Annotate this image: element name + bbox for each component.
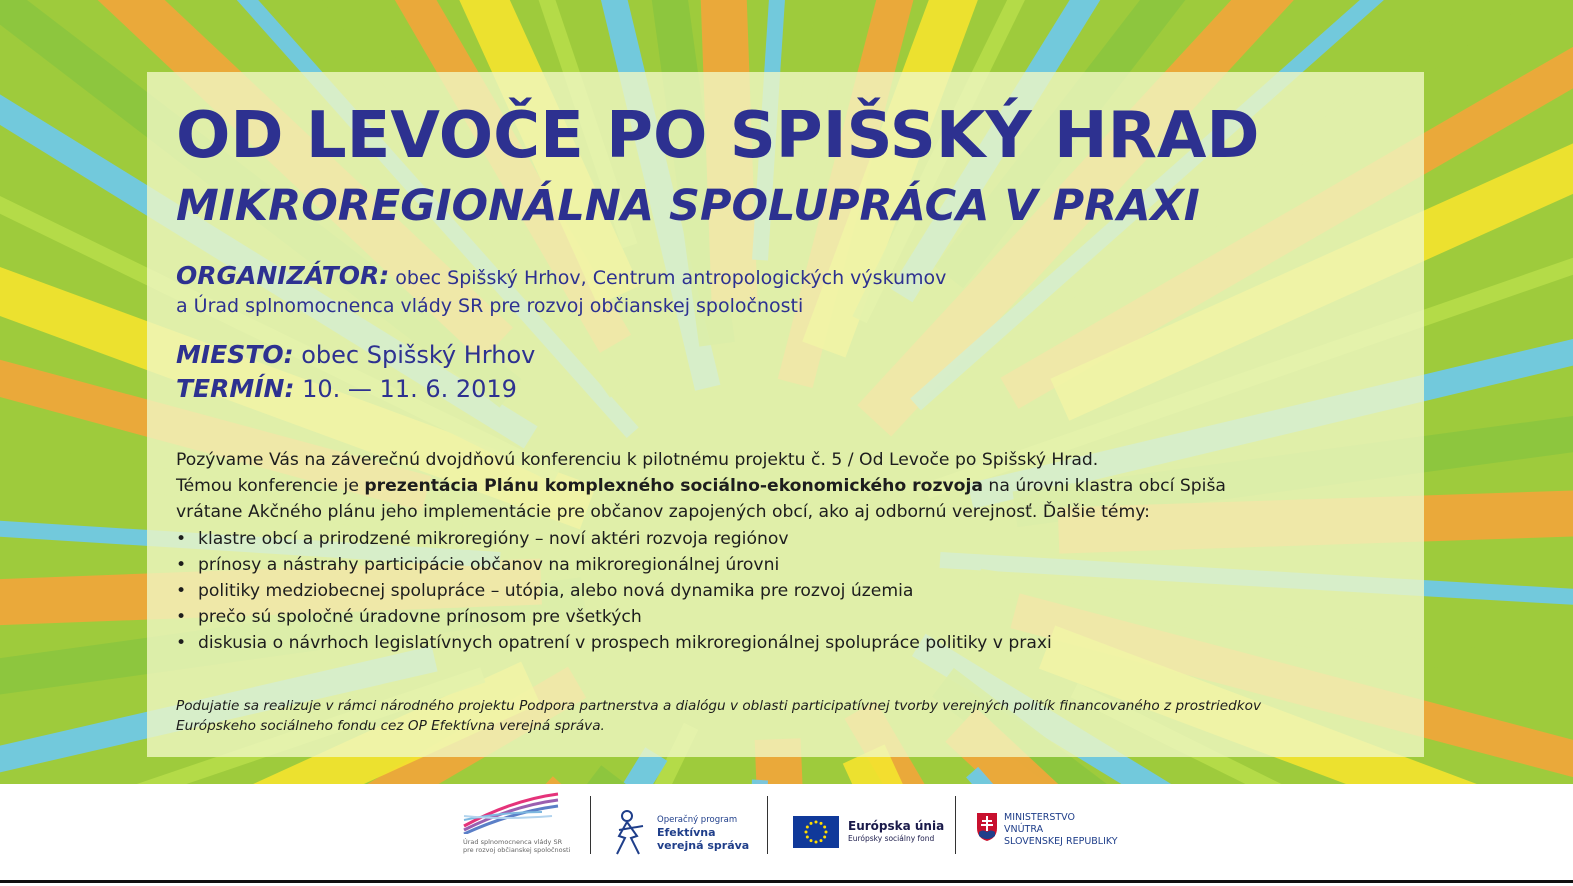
topic-item: • prínosy a nástrahy participácie občanov na mikroregionálnej úrovni	[176, 552, 1406, 578]
ministry-line-2: VNÚTRA	[1004, 824, 1044, 835]
bottom-rule	[0, 880, 1573, 883]
intro-line-3: vrátane Akčného plánu jeho implementácie pre občanov zapojených obcí, ako aj odbornú verejnosť. Ďalšie témy:	[176, 502, 1150, 523]
topic-item: • prečo sú spoločné úradovne prínosom pre všetkých	[176, 604, 1406, 630]
op-figure-icon	[613, 810, 655, 856]
eu-star	[810, 839, 813, 842]
place-row	[176, 338, 535, 372]
page-title: OD LEVOČE PO SPIŠSKÝ HRAD	[176, 99, 1260, 173]
date-row	[176, 372, 535, 406]
date-value: 10. — 11. 6. 2019	[302, 375, 517, 403]
ministry-line-1: MINISTERSTVO	[1004, 812, 1075, 823]
intro-line-1: Pozývame Vás na záverečnú dvojdňovú konferenciu k pilotnému projektu č. 5 / Od Levoče po Spišský Hrad.	[176, 450, 1099, 470]
op-logo-text	[657, 815, 749, 852]
funding-note-line-2: Európskeho sociálneho fondu cez OP Efektívna verejná správa.	[176, 718, 605, 734]
ministry-logo-text	[1004, 812, 1118, 848]
logo-divider	[955, 796, 956, 854]
intro-line-2-start: Témou konferencie je	[176, 476, 365, 497]
ministry-line-3: SLOVENSKEJ REPUBLIKY	[1004, 836, 1118, 847]
funding-note-line-1: Podujatie sa realizuje v rámci národného projektu Podpora partnerstva a dialógu v oblasti participatívnej tvorby verejných politík financovaného z prostriedkov	[176, 698, 1262, 714]
intro-highlight: prezentácia Plánu komplexného sociálno-ekonomického rozvoja	[364, 476, 983, 497]
topic-item: • klastre obcí a prirodzené mikroregióny – noví aktéri rozvoja regiónov	[176, 526, 1406, 552]
invitation-text	[176, 447, 1406, 657]
eu-star	[815, 821, 818, 824]
eu-star	[823, 836, 826, 839]
organizer-block	[176, 262, 1056, 320]
organizer-line-2: a Úrad splnomocnenca vlády SR pre rozvoj občianskej spoločnosti	[176, 295, 804, 317]
eu-logo-text	[848, 819, 944, 844]
eu-flag-icon	[793, 816, 839, 848]
op-logo-small: Operačný program	[657, 815, 738, 825]
intro-line-2-end: na úrovni klastra obcí Spiša	[982, 476, 1226, 497]
urad-logo-line-1: Úrad splnomocnenca vlády SR	[463, 838, 563, 846]
place-label: MIESTO:	[176, 340, 294, 369]
urad-logo-icon	[462, 790, 562, 834]
topics-list	[176, 526, 1406, 657]
intro-line-2	[176, 473, 1406, 499]
slovak-coat-of-arms-icon	[976, 812, 998, 842]
place-value: obec Spišský Hrhov	[301, 341, 536, 369]
op-logo-line-2: verejná správa	[657, 839, 750, 852]
date-label: TERMÍN:	[176, 374, 295, 403]
organizer-label: ORGANIZÁTOR:	[176, 261, 390, 290]
eu-star	[823, 826, 826, 829]
logo-divider	[590, 796, 591, 854]
eu-star	[820, 822, 823, 825]
topic-item: • politiky medziobecnej spolupráce – utópia, alebo nová dynamika pre rozvoj územia	[176, 578, 1406, 604]
logo-divider	[767, 796, 768, 854]
eu-logo-sub: Európsky sociálny fond	[848, 834, 935, 843]
organizer-line-1: obec Spišský Hrhov, Centrum antropologických výskumov	[395, 267, 947, 289]
op-logo-line-1: Efektívna	[657, 826, 716, 839]
eu-logo-title: Európska únia	[848, 819, 945, 833]
eu-star	[806, 826, 809, 829]
eu-star	[806, 836, 809, 839]
urad-logo-line-2: pre rozvoj občianskej spoločnosti	[463, 846, 571, 854]
eu-star	[820, 839, 823, 842]
eu-star	[810, 822, 813, 825]
page-subtitle: MIKROREGIONÁLNA SPOLUPRÁCA V PRAXI	[176, 181, 1200, 231]
eu-star	[815, 841, 818, 844]
logo-footer	[0, 784, 1573, 886]
funding-note	[176, 696, 1411, 736]
urad-logo-text	[463, 838, 570, 854]
event-meta	[176, 338, 535, 406]
eu-star	[805, 831, 808, 834]
topic-item: • diskusia o návrhoch legislatívnych opatrení v prospech mikroregionálnej spolupráce politiky v praxi	[176, 630, 1406, 656]
eu-star	[825, 831, 828, 834]
